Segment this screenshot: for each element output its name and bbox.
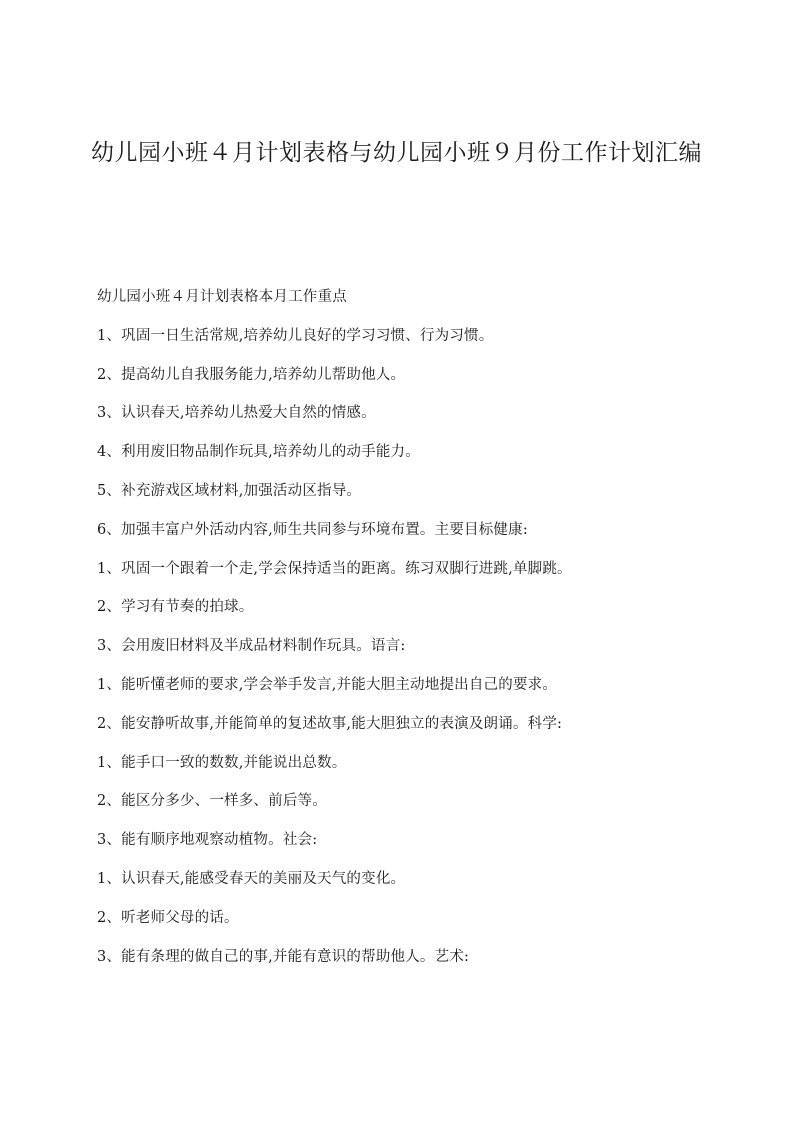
paragraph-line: 1、巩固一日生活常规,培养幼儿良好的学习习惯、行为习惯。 <box>97 327 494 344</box>
paragraph-line: 2、能区分多少、一样多、前后等。 <box>97 793 327 810</box>
paragraph-line: 3、会用废旧材料及半成品材料制作玩具。语言: <box>97 638 406 655</box>
paragraph-line: 1、能手口一致的数数,并能说出总数。 <box>97 754 347 771</box>
paragraph-line: 5、补充游戏区域材料,加强活动区指导。 <box>97 482 362 499</box>
paragraph-line: 6、加强丰富户外活动内容,师生共同参与环境布置。主要目标健康: <box>97 521 528 538</box>
paragraph-line: 2、听老师父母的话。 <box>97 909 239 926</box>
paragraph-line: 4、利用废旧物品制作玩具,培养幼儿的动手能力。 <box>97 444 420 461</box>
paragraph-line: 1、能听懂老师的要求,学会举手发言,并能大胆主动地提出自己的要求。 <box>97 676 558 693</box>
document-body <box>97 286 737 984</box>
paragraph-line: 2、提高幼儿自我服务能力,培养幼儿帮助他人。 <box>97 366 406 383</box>
paragraph-line: 3、能有条理的做自己的事,并能有意识的帮助他人。艺术: <box>97 948 470 965</box>
document-title: 幼儿园小班４月计划表格与幼儿园小班９月份工作计划汇编 <box>91 140 702 166</box>
paragraph-line: 2、能安静听故事,并能简单的复述故事,能大胆独立的表演及朗诵。科学: <box>97 715 563 732</box>
paragraph-line: 1、认识春天,能感受春天的美丽及天气的变化。 <box>97 870 406 887</box>
paragraph-line: 2、学习有节奏的拍球。 <box>97 599 254 616</box>
paragraph-line: 1、巩固一个跟着一个走,学会保持适当的距离。练习双脚行进跳,单脚跳。 <box>97 560 572 577</box>
paragraph-line: 3、能有顺序地观察动植物。社会: <box>97 832 318 849</box>
paragraph-line: 幼儿园小班４月计划表格本月工作重点 <box>97 289 347 305</box>
paragraph-line: 3、认识春天,培养幼儿热爱大自然的情感。 <box>97 405 376 422</box>
